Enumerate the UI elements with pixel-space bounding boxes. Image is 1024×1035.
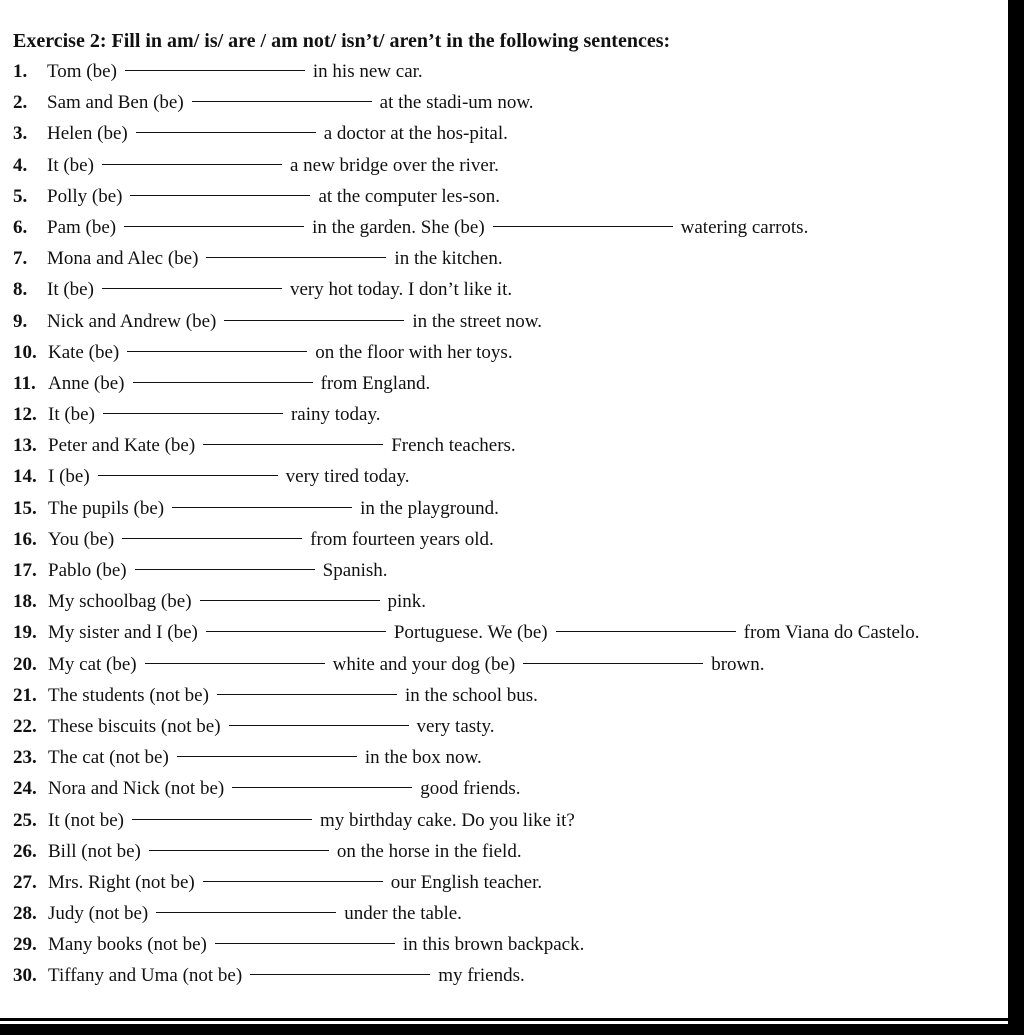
exercise-item xyxy=(13,306,1003,337)
answer-blank[interactable] xyxy=(215,942,395,944)
item-number: 17. xyxy=(13,560,37,581)
item-text: Sam and Ben (be) xyxy=(47,92,184,114)
item-text: My cat (be) xyxy=(48,653,137,675)
exercise-item xyxy=(13,555,1003,586)
item-text: The pupils (be) xyxy=(48,497,165,519)
answer-blank[interactable] xyxy=(124,225,304,227)
item-text: Polly (be) xyxy=(47,185,123,207)
item-text: Nora and Nick (not be) xyxy=(48,778,225,800)
item-text: You (be) xyxy=(48,528,115,550)
item-text: brown. xyxy=(711,653,765,675)
item-number: 8. xyxy=(13,279,28,301)
item-text: French teachers. xyxy=(391,435,516,457)
item-text: in the box now. xyxy=(364,747,482,769)
item-text: from Viana do Castelo. xyxy=(743,622,920,644)
exercise-item xyxy=(13,368,1003,399)
item-number: 10. xyxy=(13,341,37,363)
item-text: Anne (be) xyxy=(48,372,125,394)
item-text: Bill (not be) xyxy=(48,840,141,862)
answer-blank[interactable] xyxy=(127,350,307,352)
answer-blank[interactable] xyxy=(98,474,278,476)
item-number: 4. xyxy=(13,154,28,176)
item-text: very tasty. xyxy=(416,715,495,737)
item-text: at the computer les-son. xyxy=(318,185,500,207)
item-text: Judy (not be) xyxy=(48,903,149,925)
answer-blank[interactable] xyxy=(250,973,430,975)
item-number: 18. xyxy=(13,591,37,613)
item-number: 2. xyxy=(13,92,28,114)
exercise-item xyxy=(13,274,1003,305)
item-text: a doctor at the hos-pital. xyxy=(323,123,508,145)
exercise-item xyxy=(13,929,1003,960)
exercise-item xyxy=(13,805,1003,836)
item-number: 24. xyxy=(13,778,37,800)
item-number: 3. xyxy=(13,123,28,145)
exercise-item xyxy=(13,399,1003,430)
item-text: in this brown backpack. xyxy=(402,934,585,956)
item-number: 22. xyxy=(13,715,37,737)
item-number: 29. xyxy=(13,934,37,956)
exercise-item xyxy=(13,960,1003,991)
item-text: Mrs. Right (not be) xyxy=(48,871,195,893)
item-text: from England. xyxy=(320,372,431,394)
page-edge-bottom-line xyxy=(0,1018,1008,1021)
item-text: Nick and Andrew (be) xyxy=(47,310,217,332)
exercise-item xyxy=(13,243,1003,274)
exercise-item xyxy=(13,212,1003,243)
exercise-item xyxy=(13,181,1003,212)
exercise-item xyxy=(13,461,1003,492)
item-text: My schoolbag (be) xyxy=(48,591,192,613)
answer-blank[interactable] xyxy=(217,693,397,695)
answer-blank[interactable] xyxy=(556,630,736,632)
item-number: 1. xyxy=(13,61,28,82)
item-text: very hot today. I don’t like it. xyxy=(289,279,513,301)
item-text: in the street now. xyxy=(412,310,542,332)
exercise-item xyxy=(13,87,1003,118)
item-number: 27. xyxy=(13,871,37,893)
exercise-item xyxy=(13,617,1003,648)
item-text: on the floor with her toys. xyxy=(315,341,513,363)
answer-blank[interactable] xyxy=(156,911,336,913)
item-text: white and your dog (be) xyxy=(332,653,516,675)
answer-blank[interactable] xyxy=(133,381,313,383)
item-text: rainy today. xyxy=(290,404,381,426)
exercise-list xyxy=(13,56,1003,992)
item-text: These biscuits (not be) xyxy=(48,715,221,737)
item-text: from fourteen years old. xyxy=(310,528,494,550)
item-number: 16. xyxy=(13,528,37,550)
item-number: 14. xyxy=(13,466,37,488)
item-number: 15. xyxy=(13,497,37,519)
item-number: 12. xyxy=(13,404,37,426)
answer-blank[interactable] xyxy=(103,412,283,414)
item-number: 13. xyxy=(13,435,37,457)
item-number: 23. xyxy=(13,747,37,769)
item-text: It (be) xyxy=(47,279,94,301)
exercise-item xyxy=(13,586,1003,617)
answer-blank[interactable] xyxy=(102,287,282,289)
answer-blank[interactable] xyxy=(177,755,357,757)
exercise-item xyxy=(13,711,1003,742)
answer-blank[interactable] xyxy=(203,880,383,882)
exercise-item xyxy=(13,493,1003,524)
exercise-item xyxy=(13,118,1003,149)
answer-blank[interactable] xyxy=(523,662,703,664)
item-text: Pam (be) xyxy=(47,216,117,238)
item-text: my friends. xyxy=(438,965,525,987)
exercise-item xyxy=(13,773,1003,804)
exercise-item xyxy=(13,56,1003,87)
exercise-item xyxy=(13,649,1003,680)
item-number: 20. xyxy=(13,653,37,675)
item-text: good friends. xyxy=(420,778,521,800)
item-text: It (be) xyxy=(47,154,94,176)
answer-blank[interactable] xyxy=(224,319,404,321)
item-number: 25. xyxy=(13,809,37,831)
item-text: Peter and Kate (be) xyxy=(48,435,196,457)
page-edge-right xyxy=(1008,0,1024,1035)
item-text: It (not be) xyxy=(48,809,124,831)
exercise-item xyxy=(13,524,1003,555)
exercise-item xyxy=(13,836,1003,867)
answer-blank[interactable] xyxy=(102,163,282,165)
item-text: Tom (be) xyxy=(47,61,117,82)
item-text: Helen (be) xyxy=(47,123,128,145)
exercise-item xyxy=(13,867,1003,898)
answer-blank[interactable] xyxy=(203,443,383,445)
item-text: our English teacher. xyxy=(390,871,543,893)
item-text: Tiffany and Uma (not be) xyxy=(48,965,243,987)
answer-blank[interactable] xyxy=(206,630,386,632)
item-text: in the playground. xyxy=(360,497,499,519)
answer-blank[interactable] xyxy=(206,256,386,258)
item-text: watering carrots. xyxy=(680,216,809,238)
answer-blank[interactable] xyxy=(122,537,302,539)
item-text: on the horse in the field. xyxy=(336,840,522,862)
item-text: pink. xyxy=(387,591,427,613)
item-number: 26. xyxy=(13,840,37,862)
item-text: a new bridge over the river. xyxy=(289,154,499,176)
answer-blank[interactable] xyxy=(135,568,315,570)
item-text: in his new car. xyxy=(312,61,423,82)
item-text: in the kitchen. xyxy=(394,248,503,270)
item-text: Kate (be) xyxy=(48,341,120,363)
answer-blank[interactable] xyxy=(229,724,409,726)
item-text: Pablo (be) xyxy=(48,560,127,581)
item-text: very tired today. xyxy=(285,466,410,488)
item-text: The cat (not be) xyxy=(48,747,169,769)
answer-blank[interactable] xyxy=(493,225,673,227)
item-number: 6. xyxy=(13,216,28,238)
item-number: 30. xyxy=(13,965,37,987)
item-number: 9. xyxy=(13,310,28,332)
exercise-item xyxy=(13,680,1003,711)
item-text: under the table. xyxy=(344,903,462,925)
item-number: 5. xyxy=(13,185,28,207)
exercise-item xyxy=(13,898,1003,929)
answer-blank[interactable] xyxy=(192,100,372,102)
page-edge-bottom xyxy=(0,1024,1024,1035)
answer-blank[interactable] xyxy=(145,662,325,664)
item-text: in the garden. She (be) xyxy=(312,216,485,238)
answer-blank[interactable] xyxy=(172,506,352,508)
exercise-title: Exercise 2: Fill in am/ is/ are / am not/ isn’t/ aren’t in the following sentences: xyxy=(13,30,671,52)
item-number: 28. xyxy=(13,903,37,925)
item-number: 19. xyxy=(13,622,37,644)
item-text: The students (not be) xyxy=(48,684,209,706)
item-text: at the stadi-um now. xyxy=(379,92,534,114)
exercise-item xyxy=(13,742,1003,773)
item-number: 11. xyxy=(13,372,36,394)
item-text: It (be) xyxy=(48,404,95,426)
answer-blank[interactable] xyxy=(132,818,312,820)
item-text: Mona and Alec (be) xyxy=(47,248,199,270)
answer-blank[interactable] xyxy=(125,69,305,71)
answer-blank[interactable] xyxy=(149,849,329,851)
item-text: Spanish. xyxy=(322,560,388,581)
item-text: in the school bus. xyxy=(404,684,538,706)
exercise-item xyxy=(13,150,1003,181)
item-text: my birthday cake. Do you like it? xyxy=(319,809,575,831)
answer-blank[interactable] xyxy=(232,786,412,788)
item-text: My sister and I (be) xyxy=(48,622,198,644)
item-text: I (be) xyxy=(48,466,90,488)
item-text: Portuguese. We (be) xyxy=(393,622,548,644)
exercise-item xyxy=(13,337,1003,368)
item-number: 21. xyxy=(13,684,37,706)
exercise-item xyxy=(13,430,1003,461)
item-text: Many books (not be) xyxy=(48,934,207,956)
answer-blank[interactable] xyxy=(130,194,310,196)
item-number: 7. xyxy=(13,248,28,270)
answer-blank[interactable] xyxy=(136,131,316,133)
answer-blank[interactable] xyxy=(200,599,380,601)
